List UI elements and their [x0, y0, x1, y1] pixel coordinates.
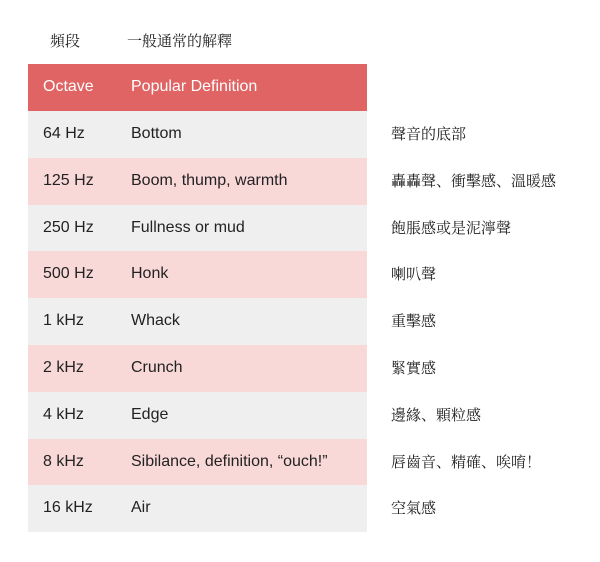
definition-cell: Air: [131, 499, 151, 517]
table-row: [28, 439, 367, 486]
definition-cell: Honk: [131, 265, 169, 283]
octave-cell: 2 kHz: [43, 358, 84, 376]
octave-cell: 1 kHz: [43, 312, 84, 330]
octave-cell: 64 Hz: [43, 125, 85, 142]
octave-cell: 250 Hz: [43, 218, 94, 236]
table-row: [28, 158, 367, 205]
table-header-row: [28, 64, 367, 111]
octave-cell: 4 kHz: [43, 405, 84, 423]
table-body: [28, 111, 367, 532]
header-octave: Octave: [43, 78, 94, 95]
octave-cell: 8 kHz: [43, 452, 84, 470]
definition-cell: Fullness or mud: [131, 218, 245, 236]
table-row: [28, 251, 367, 298]
definition-cell: Crunch: [131, 358, 183, 376]
definition-cell: Bottom: [131, 125, 182, 142]
zh-note: 唇齒音、精確、唉唷！: [391, 452, 542, 471]
octave-cell: 500 Hz: [43, 265, 94, 283]
definition-cell: Sibilance, definition, “ouch!”: [131, 452, 328, 470]
zh-notes-column: [391, 111, 596, 532]
zh-note: 喇叭聲: [391, 265, 437, 284]
table-row: [28, 345, 367, 392]
table-row: [28, 298, 367, 345]
zh-note: 飽脹感或是泥濘聲: [391, 218, 512, 237]
definition-cell: Whack: [131, 312, 180, 330]
table-row: [28, 392, 367, 439]
zh-note: 邊緣、顆粒感: [391, 405, 482, 424]
zh-note: 轟轟聲、衝擊感、溫暖感: [391, 171, 557, 190]
table-row: [28, 111, 367, 158]
definition-cell: Boom, thump, warmth: [131, 171, 288, 189]
definition-cell: Edge: [131, 405, 169, 423]
zh-column-header-definition: 一般通常的解釋: [127, 32, 233, 50]
header-popular-definition: Popular Definition: [131, 78, 258, 95]
zh-note: 重擊感: [391, 312, 437, 331]
octave-cell: 125 Hz: [43, 171, 94, 189]
octave-cell: 16 kHz: [43, 499, 93, 517]
zh-column-header-frequency: 頻段: [50, 32, 81, 50]
zh-note: 空氣感: [391, 499, 437, 518]
zh-note: 聲音的底部: [391, 125, 467, 143]
frequency-table: [28, 64, 367, 532]
zh-note: 緊實感: [391, 358, 437, 377]
table-row: [28, 485, 367, 532]
table-row: [28, 205, 367, 252]
